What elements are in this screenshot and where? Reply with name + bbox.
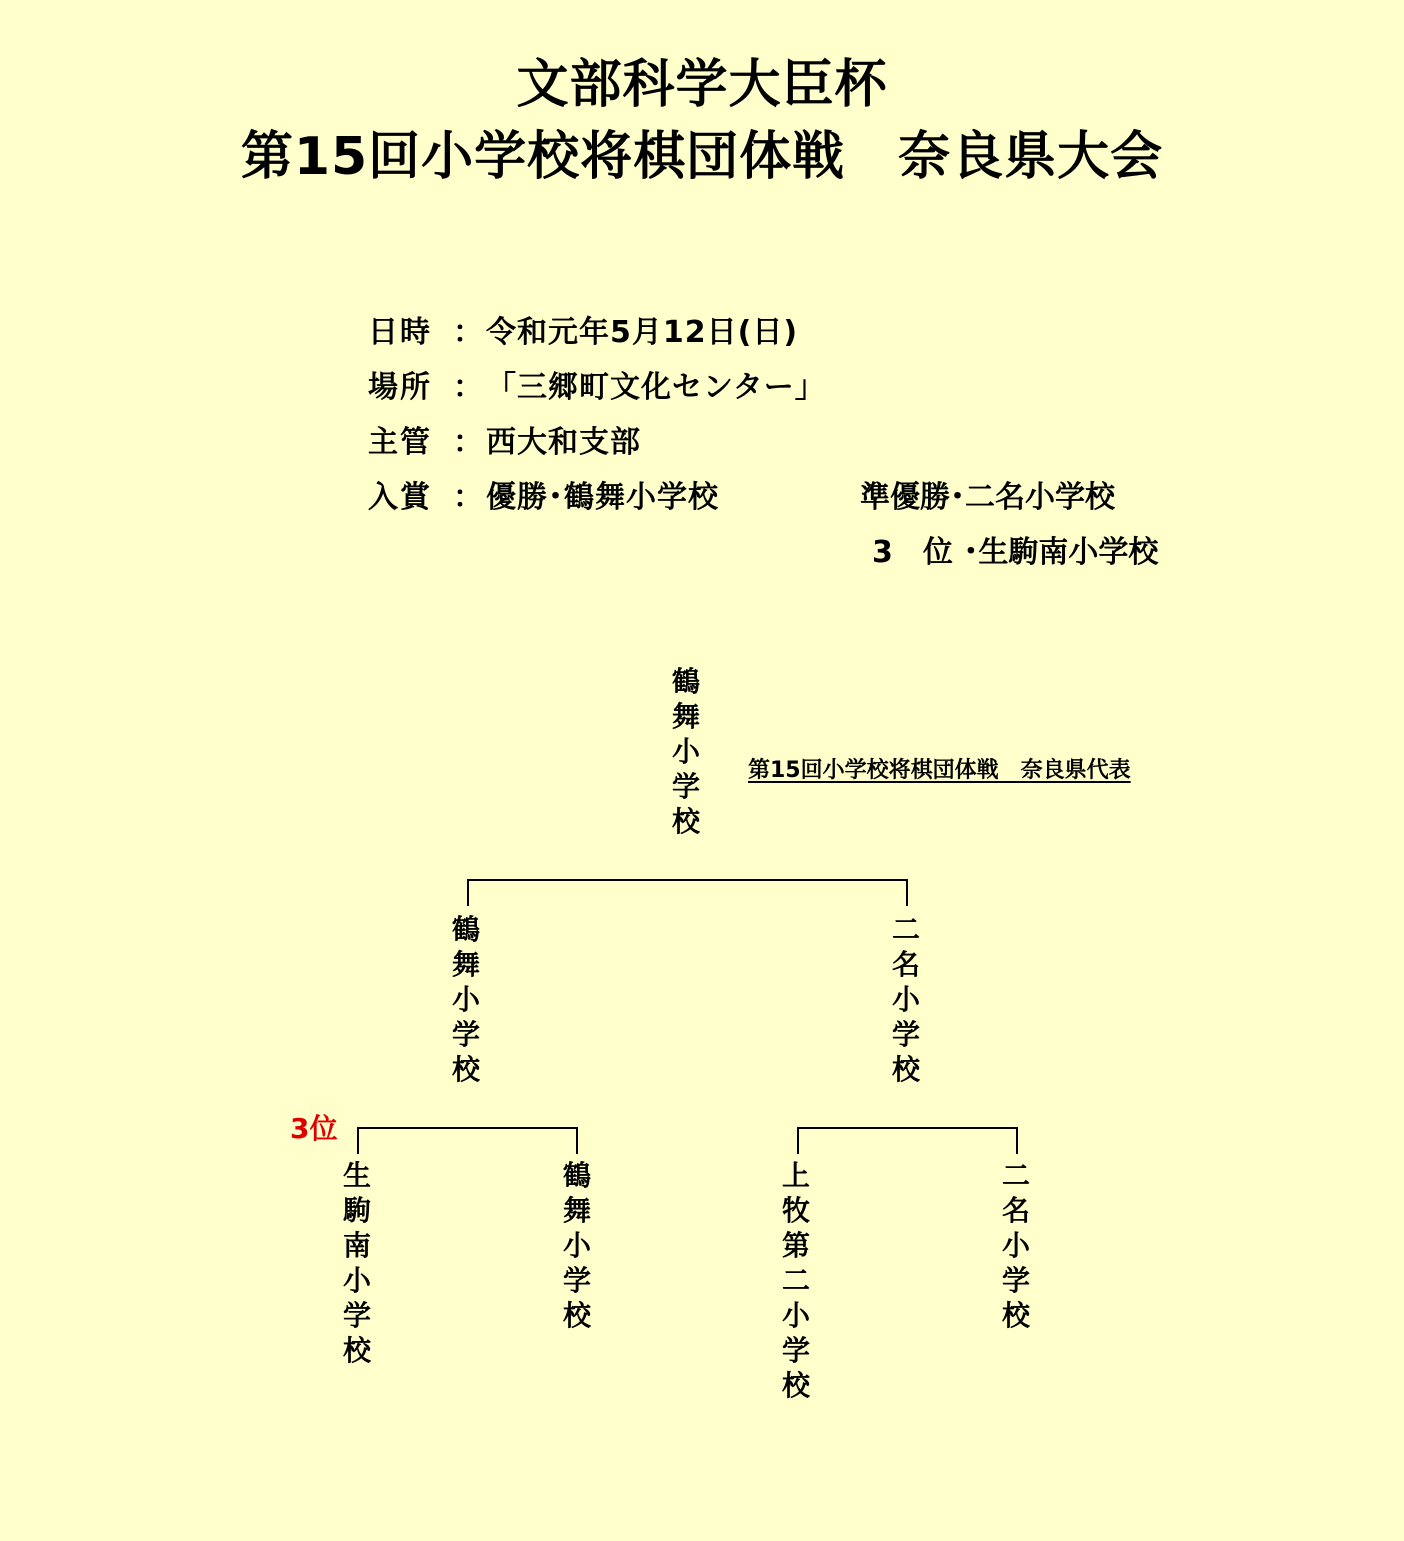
- awards-colon: ：: [453, 480, 483, 515]
- round1-school-2: 鶴舞小学校: [562, 1159, 591, 1332]
- semi-right-bracket-left-drop: [797, 1127, 799, 1154]
- semi-right-bracket-right-drop: [1016, 1127, 1018, 1154]
- award-runner-up: 準優勝･二名小学校: [860, 480, 1115, 515]
- semi-left-bracket-horizontal: [357, 1127, 578, 1129]
- place-value: 「三郷町文化センター」: [486, 370, 826, 405]
- host-label: 主管: [368, 425, 432, 460]
- place-colon: ：: [453, 370, 483, 405]
- round1-school-3: 上牧第二小学校: [781, 1159, 810, 1402]
- semifinal-left-name: 鶴舞小学校: [451, 913, 480, 1086]
- round1-school-4: 二名小学校: [1001, 1159, 1030, 1332]
- host-colon: ：: [453, 425, 483, 460]
- date-label: 日時: [368, 315, 432, 350]
- final-bracket-right-drop: [906, 879, 908, 906]
- date-value: 令和元年5月12日(日): [486, 315, 799, 350]
- awards-label: 入賞: [368, 480, 432, 515]
- final-bracket-left-drop: [467, 879, 469, 906]
- host-value: 西大和支部: [486, 425, 641, 460]
- award-winner: 優勝･鶴舞小学校: [486, 480, 719, 515]
- award-third: 3 位 ･生駒南小学校: [872, 535, 1159, 570]
- champion-name: 鶴舞小学校: [671, 665, 700, 838]
- date-colon: ：: [453, 315, 483, 350]
- semi-left-bracket-right-drop: [576, 1127, 578, 1154]
- final-bracket-horizontal: [467, 879, 908, 881]
- round1-school-1: 生駒南小学校: [342, 1159, 371, 1367]
- title-line-1: 文部科学大臣杯: [516, 55, 888, 115]
- representative-label: 第15回小学校将棋団体戦 奈良県代表: [748, 758, 1131, 783]
- third-place-badge: 3位: [290, 1112, 338, 1145]
- semifinal-right-name: 二名小学校: [891, 913, 920, 1086]
- title-line-2: 第15回小学校将棋団体戦 奈良県大会: [240, 127, 1164, 187]
- semi-right-bracket-horizontal: [797, 1127, 1018, 1129]
- semi-left-bracket-left-drop: [357, 1127, 359, 1154]
- place-label: 場所: [368, 370, 432, 405]
